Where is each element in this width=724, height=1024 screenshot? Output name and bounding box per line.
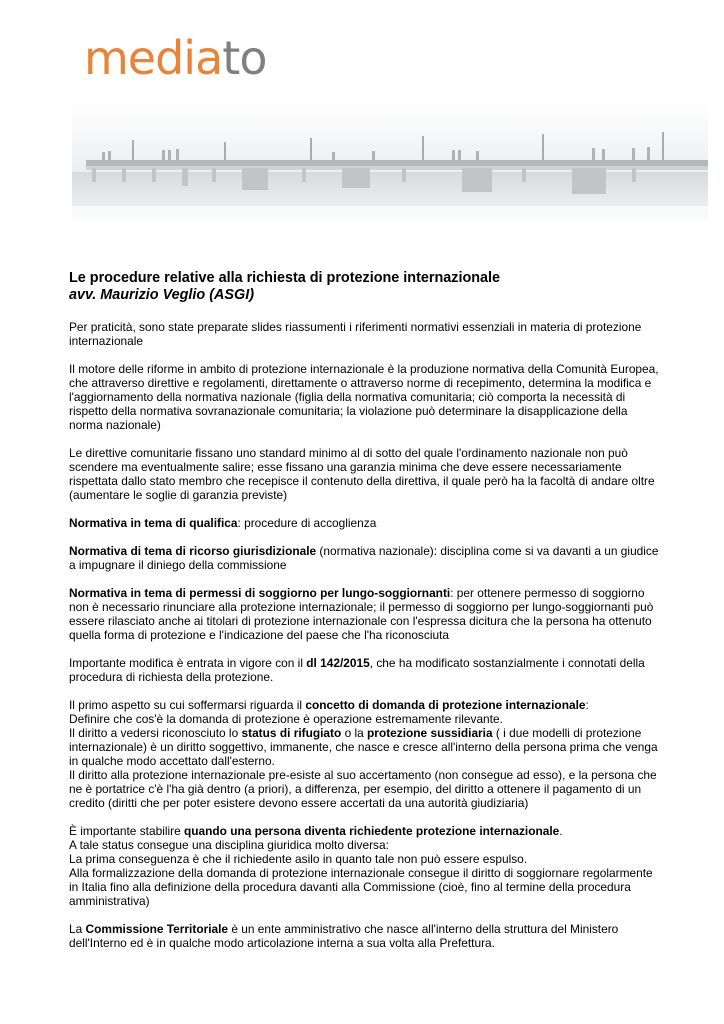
text-segment: Importante modifica è entrata in vigore con il [69, 656, 307, 670]
term-richiedente: quando una persona diventa richiedente protezione internazionale [184, 824, 560, 838]
paragraph-domanda-line2: Definire che cos'è la domanda di protezione è operazione estremamente rilevante. [69, 712, 503, 726]
document-author: avv. Maurizio Veglio (ASGI) [69, 287, 254, 303]
paragraph-directives: Le direttive comunitarie fissano uno standard minimo al di sotto del quale l'ordinamento nazionale non può scendere ma eventualmente salire; esse fissano una garanzia minima che deve essere necessariamente rispettata dallo stato membro che recepisce il contenuto della direttiva, il quale però ha la facoltà di andare oltre (aumentare le soglie di garanzia previste) [69, 446, 655, 502]
text-segment: ( i due modelli di protezione internazionale) è un diritto soggettivo, immanente, che nasce e cresce all'interno della persona prima che venga in qualche modo accettato dall'esterno. [69, 726, 658, 768]
paragraph-permessi [69, 586, 659, 642]
paragraph-dl-142 [69, 656, 659, 684]
text-segment: : per ottenere permesso di soggiorno non è necessario rinunciare alla protezione internazionale; il permesso di soggiorno per lungo-soggiornanti può essere rilasciato anche ai titolari di protezione internazionale con l'espressa dicitura che la persona ha ottenuto quella forma di protezione e l'indicazione del paese che l'ha riconosciuta [69, 586, 654, 642]
text-segment: : procedure di accoglienza [237, 516, 377, 530]
term-status-rifugiato: status di rifugiato [241, 726, 342, 740]
term-dl-142: dl 142/2015 [306, 656, 370, 670]
term-permessi: Normativa in tema di permessi di soggiorno per lungo-soggiornanti [69, 586, 451, 600]
text-segment: . [559, 824, 563, 838]
term-commissione-territoriale: Commissione Territoriale [85, 922, 229, 936]
paragraph-commissione [69, 922, 659, 950]
paragraph-richiedente [69, 824, 659, 838]
document-title: Le procedure relative alla richiesta di protezione internazionale [69, 270, 501, 286]
svg-text:mediato: mediato [84, 34, 267, 84]
text-segment: È importante stabilire [69, 824, 184, 838]
term-protezione-sussidiaria: protezione sussidiaria [367, 726, 493, 740]
paragraph-domanda [69, 698, 659, 712]
document-body [69, 270, 659, 964]
mediato-logo [84, 34, 304, 84]
text-segment: è un ente amministrativo che nasce all'interno della struttura del Ministero dell'Interno ed è in qualche modo articolazione interna a sua volta alla Prefettura. [69, 922, 619, 950]
text-segment: Il primo aspetto su cui soffermarsi riguarda il [69, 698, 306, 712]
text-segment: , che ha modificato sostanzialmente i connotati della procedura di richiesta della protezione. [69, 656, 645, 684]
text-segment: : [585, 698, 589, 712]
text-segment: La [69, 922, 86, 936]
paragraph-domanda-line4: Il diritto alla protezione internazionale pre-esiste al suo accertamento (non consegue ad esso), e la persona che ne è portatrice c'è l'ha già dentro (a priori), a differenza, per esempio, del diritto a ottenere il pagamento di un credito (diritti che per poter esistere devono essere accertati da una autorità giudiziaria) [69, 768, 657, 810]
text-segment: Il diritto a vedersi riconosciuto lo [69, 726, 242, 740]
text-segment: o la [341, 726, 368, 740]
paragraph-ricorso [69, 544, 659, 572]
text-segment: (normativa nazionale): disciplina come si va davanti a un giudice a impugnare il diniego della commissione [69, 544, 659, 572]
paragraph-reform-engine: Il motore delle riforme in ambito di protezione internazionale è la produzione normativa della Comunità Europea, che attraverso direttive e regolamenti, direttamente o attraverso norme di recepimento, determina la modifica e l'aggiornamento della normativa nazionale (figlia della normativa comunitaria; ciò comporta la necessità di rispetto della normativa sovranazionale comunitaria; la violazione può determinare la disapplicazione della norma nazionale) [69, 362, 659, 432]
paragraph-qualifica [69, 516, 659, 530]
pier-banner-image [72, 102, 708, 220]
paragraph-richiedente-line4: Alla formalizzazione della domanda di protezione internazionale consegue il diritto di soggiornare regolarmente in Italia fino alla definizione della procedura davanti alla Commissione (cioè, fino al termine della procedura amministrativa) [69, 866, 653, 908]
paragraph-domanda-line3 [69, 726, 659, 768]
term-domanda: concetto di domanda di protezione internazionale [305, 698, 586, 712]
term-ricorso: Normativa di tema di ricorso giurisdizionale [69, 544, 317, 558]
term-qualifica: Normativa in tema di qualifica [69, 516, 238, 530]
paragraph-richiedente-line2: A tale status consegue una disciplina giuridica molto diversa: [69, 838, 389, 852]
paragraph-intro: Per praticità, sono state preparate slides riassumenti i riferimenti normativi essenziali in materia di protezione internazionale [69, 320, 642, 348]
paragraph-richiedente-line3: La prima conseguenza è che il richiedente asilo in quanto tale non può essere espulso. [69, 852, 528, 866]
